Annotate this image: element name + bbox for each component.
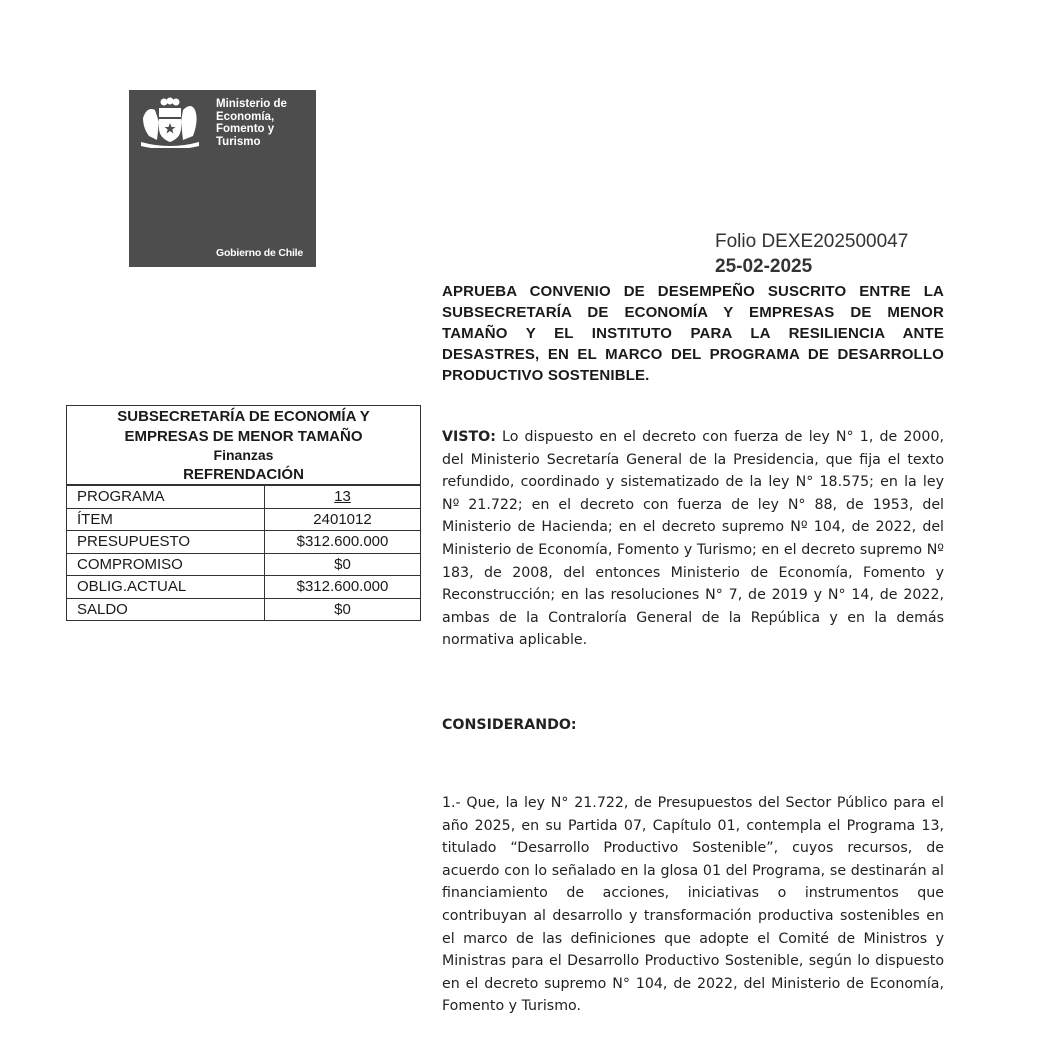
row-label: PRESUPUESTO xyxy=(67,531,265,553)
row-label: ÍTEM xyxy=(67,509,265,531)
chile-coat-of-arms-icon xyxy=(137,96,203,148)
refrendacion-table xyxy=(66,405,421,621)
ministry-logo xyxy=(129,90,316,267)
crest-area xyxy=(129,90,211,152)
table-row xyxy=(67,553,420,576)
considerando-heading: CONSIDERANDO: xyxy=(442,717,577,733)
government-label: Gobierno de Chile xyxy=(216,247,304,259)
table-header: SUBSECRETARÍA DE ECONOMÍA Y EMPRESAS DE MENOR TAMAÑO Finanzas REFRENDACIÓN xyxy=(67,406,420,485)
visto-text: Lo dispuesto en el decreto con fuerza de ley N° 1, de 2000, del Ministerio Secretaría General de la Presidencia, que fija el texto refundido, coordinado y sistematizado de la ley N° 18.575; en la ley Nº 21.722; en el decreto con fuerza de ley N° 88, de 1953, del Ministerio de Hacienda; en el decreto supremo Nº 104, de 2022, del Ministerio de Economía, Fomento y Turismo; en el decreto supremo Nº 183, de 2008, del entonces Ministerio de Economía, Fomento y Reconstrucción; en las resoluciones N° 7, de 2019 y N° 14, de 2022, ambas de la Contraloría General de la República y en la demás normativa aplicable. xyxy=(442,429,944,649)
table-row xyxy=(67,598,420,621)
row-value: $0 xyxy=(334,600,351,618)
visto-label: VISTO: xyxy=(442,429,496,445)
row-label: COMPROMISO xyxy=(67,554,265,576)
considerando-point-1: 1.- Que, la ley N° 21.722, de Presupuestos del Sector Público para el año 2025, en su Partida 07, Capítulo 01, contempla el Programa 13, titulado “Desarrollo Productivo Sostenible”, cuyos recursos, de acuerdo con lo señalado en la glosa 01 del Programa, se destinarán al financiamiento de acciones, iniciativas o instrumentos que contribuyan al desarrollo y transformación productiva sostenibles en el marco de las definiciones que adopte el Comité de Ministros y Ministras para el Desarrollo Productivo Sostenible, según lo dispuesto en el decreto supremo N° 104, de 2022, del Ministerio de Economía, Fomento y Turismo. xyxy=(442,795,944,1015)
folio-date: 25-02-2025 xyxy=(715,256,813,277)
row-label: OBLIG.ACTUAL xyxy=(67,576,265,598)
table-row xyxy=(67,530,420,553)
table-row xyxy=(67,508,420,531)
table-row xyxy=(67,485,420,508)
row-value: 13 xyxy=(334,488,351,505)
folio-number: Folio DEXE202500047 xyxy=(715,231,909,252)
table-row xyxy=(67,575,420,598)
document-title: APRUEBA CONVENIO DE DESEMPEÑO SUSCRITO ENTRE LA SUBSECRETARÍA DE ECONOMÍA Y EMPRESAS DE MENOR TAMAÑO Y EL INSTITUTO PARA LA RESILIENCIA ANTE DESASTRES, EN EL MARCO DEL PROGRAMA DE DESARROLLO PRODUCTIVO SOSTENIBLE. xyxy=(442,283,944,384)
ministry-name: Ministerio de Economía, Fomento y Turismo xyxy=(216,98,287,148)
folio-block xyxy=(715,229,975,279)
row-value: $0 xyxy=(334,555,351,573)
row-label: SALDO xyxy=(67,599,265,621)
row-value: 2401012 xyxy=(313,510,372,528)
row-value: $312.600.000 xyxy=(296,533,389,550)
row-label: PROGRAMA xyxy=(67,486,265,508)
visto-paragraph xyxy=(442,426,944,652)
row-value: $312.600.000 xyxy=(296,578,389,595)
